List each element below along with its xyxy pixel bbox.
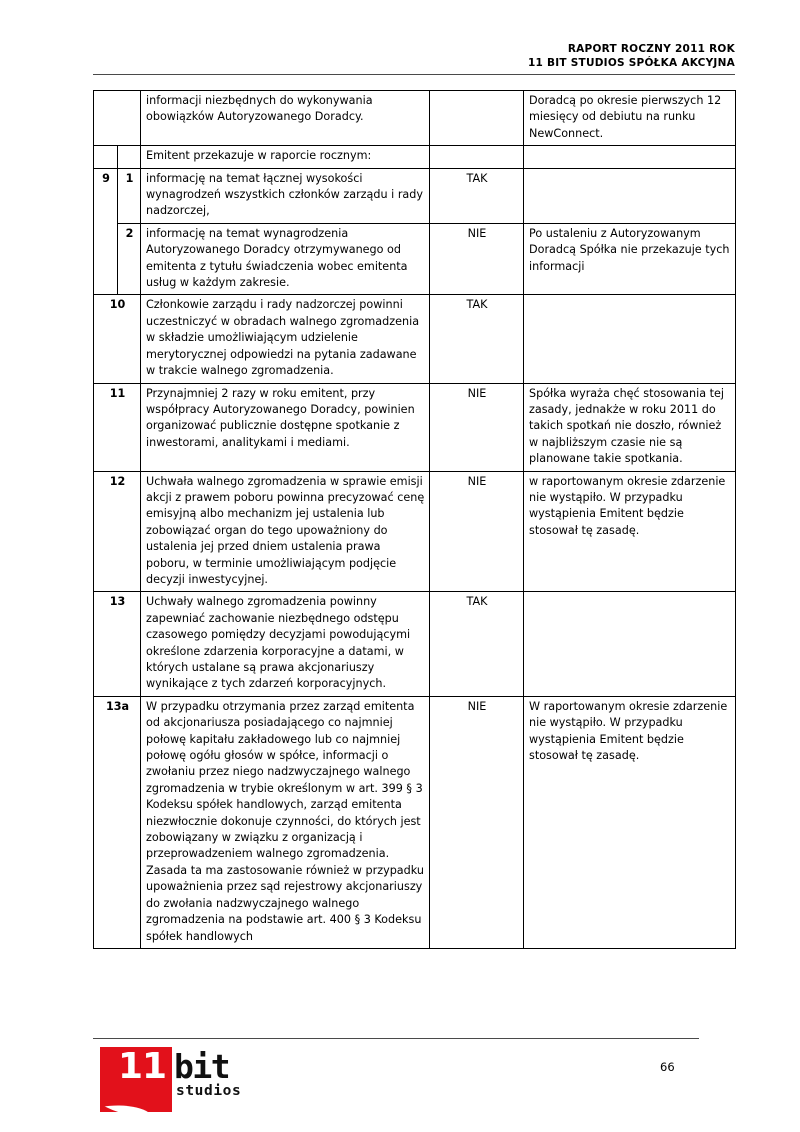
logo-subname-text: studios: [176, 1083, 242, 1099]
row-answer-cell: TAK: [430, 592, 524, 696]
row-number-cell: 13: [94, 592, 141, 696]
row-description-cell: informację na temat wynagrodzenia Autoryzowanego Doradcy otrzymywanego od emitenta z tytułu świadczenia wobec emitenta usług w każdym zakresie.: [141, 223, 430, 295]
row-description-cell: Uchwała walnego zgromadzenia w sprawie emisji akcji z prawem poboru powinna precyzować cenę emisyjną albo mechanizm jej ustalenia lub zobowiązać organ do tego upoważniony do ustalenia jej przed dniem ustalenia prawa poboru, w terminie umożliwiającym podjęcie decyzji inwestycyjnej.: [141, 471, 430, 592]
table-row: [94, 383, 736, 471]
header-title-line-2: 11 BIT STUDIOS SPÓŁKA AKCYJNA: [527, 57, 735, 69]
row-comment-cell: Spółka wyraża chęć stosowania tej zasady, jednakże w roku 2011 do takich spotkań nie doszło, również w najbliższym czasie nie są planowane takie spotkania.: [524, 383, 736, 471]
header-title-line-1: RAPORT ROCZNY 2011 ROK: [567, 43, 735, 55]
row-answer-cell: NIE: [430, 471, 524, 592]
row-comment-cell: Doradcą po okresie pierwszych 12 miesięcy od debiutu na runku NewConnect.: [524, 91, 736, 146]
row-answer-cell: TAK: [430, 168, 524, 223]
row-comment-cell: W raportowanym okresie zdarzenie nie wystąpiło. W przypadku wystąpienia Emitent będzie stosował tę zasadę.: [524, 696, 736, 948]
table-row: [94, 223, 736, 295]
row-answer-cell: TAK: [430, 295, 524, 383]
footer-divider: [93, 1038, 699, 1039]
row-description-cell: Emitent przekazuje w raporcie rocznym:: [141, 146, 430, 168]
row-comment-cell: [524, 592, 736, 696]
row-comment-cell: w raportowanym okresie zdarzenie nie wystąpiło. W przypadku wystąpienia Emitent będzie stosował tę zasadę.: [524, 471, 736, 592]
row-number-cell: 9: [94, 168, 118, 295]
row-subnumber-cell: 2: [118, 223, 141, 295]
logo-red-square-icon: [100, 1047, 172, 1112]
table-row: [94, 146, 736, 168]
page-header: [93, 42, 735, 70]
row-number-cell: 11: [94, 383, 141, 471]
row-comment-cell: [524, 295, 736, 383]
row-comment-cell: [524, 146, 736, 168]
row-number-cell: [94, 146, 118, 168]
row-number-cell: 12: [94, 471, 141, 592]
compliance-table-body: [94, 91, 736, 949]
logo-mark-text: 11: [118, 1047, 167, 1087]
table-row: [94, 91, 736, 146]
row-description-cell: informację na temat łącznej wysokości wynagrodzeń wszystkich członków zarządu i rady nadzorczej,: [141, 168, 430, 223]
row-description-cell: Przynajmniej 2 razy w roku emitent, przy współpracy Autoryzowanego Doradcy, powinien organizować publicznie dostępne spotkanie z inwestorami, analitykami i mediami.: [141, 383, 430, 471]
row-description-cell: informacji niezbędnych do wykonywania obowiązków Autoryzowanego Doradcy.: [141, 91, 430, 146]
row-answer-cell: [430, 146, 524, 168]
row-description-cell: W przypadku otrzymania przez zarząd emitenta od akcjonariusza posiadającego co najmniej połowę kapitału zakładowego lub co najmniej połowę ogółu głosów w spółce, informacji o zwołaniu przez niego nadzwyczajnego walnego zgromadzenia w trybie określonym w art. 399 § 3 Kodeksu spółek handlowych, zarząd emitenta niezwłocznie dokonuje czynności, do których jest zobowiązany w związku z organizacją i przeprowadzeniem walnego zgromadzenia. Zasada ta ma zastosowanie również w przypadku upoważnienia przez sąd rejestrowy akcjonariuszy do zwołania nadzwyczajnego walnego zgromadzenia na podstawie art. 400 § 3 Kodeksu spółek handlowych: [141, 696, 430, 948]
row-answer-cell: NIE: [430, 696, 524, 948]
row-description-cell: Członkowie zarządu i rady nadzorczej powinni uczestniczyć w obradach walnego zgromadzenia w składzie umożliwiającym udzielenie merytorycznej odpowiedzi na pytania zadawane w trakcie walnego zgromadzenia.: [141, 295, 430, 383]
row-subnumber-cell: 1: [118, 168, 141, 223]
page-number: 66: [660, 1060, 675, 1074]
header-divider: [93, 74, 735, 75]
table-row: [94, 471, 736, 592]
compliance-table-container: [93, 90, 735, 949]
table-row: [94, 696, 736, 948]
row-description-cell: Uchwały walnego zgromadzenia powinny zapewniać zachowanie niezbędnego odstępu czasowego pomiędzy decyzjami powodującymi określone zdarzenia korporacyjne a datami, w których ustalane są prawa akcjonariuszy wynikające z tych zdarzeń korporacyjnych.: [141, 592, 430, 696]
compliance-table: [93, 90, 736, 949]
table-row: [94, 295, 736, 383]
company-logo: [100, 1047, 275, 1115]
row-comment-cell: Po ustaleniu z Autoryzowanym Doradcą Spółka nie przekazuje tych informacji: [524, 223, 736, 295]
row-number-cell: 13a: [94, 696, 141, 948]
row-number-cell: [94, 91, 141, 146]
row-answer-cell: [430, 91, 524, 146]
row-answer-cell: NIE: [430, 383, 524, 471]
table-row: [94, 168, 736, 223]
logo-name-text: bit: [174, 1047, 230, 1086]
row-comment-cell: [524, 168, 736, 223]
table-row: [94, 592, 736, 696]
row-answer-cell: NIE: [430, 223, 524, 295]
row-number-cell: 10: [94, 295, 141, 383]
row-subnumber-cell: [118, 146, 141, 168]
